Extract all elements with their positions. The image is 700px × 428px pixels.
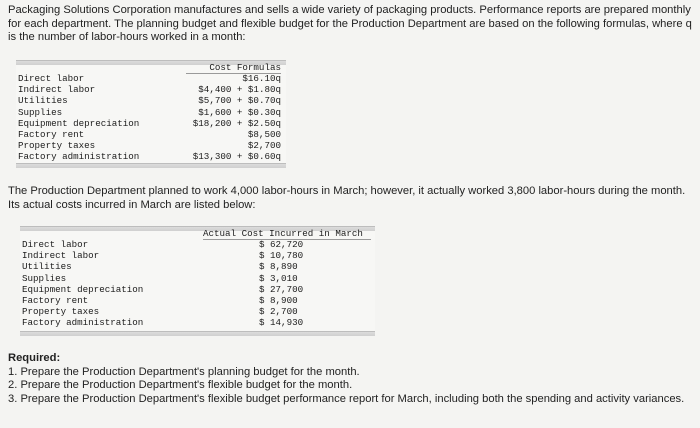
table-row-value: $ 62,720 [259,239,304,250]
table-row-label: Equipment depreciation [18,117,140,129]
table-row-value: $13,300 + $0.60q [192,151,281,163]
table-row-value: $ 8,900 [259,294,298,306]
table-row-value: $ 8,890 [259,261,298,273]
table-row-label: Factory administration [22,317,144,329]
table-row-label: Indirect labor [22,250,100,262]
required-section [8,352,698,406]
table-row-value: $5,700 + $0.70q [198,95,281,107]
table-row-value: $16.10q [242,73,281,84]
table-row-label: Supplies [18,106,63,118]
table-row-value: $ 27,700 [259,283,304,295]
table-row-value: $ 3,010 [259,272,298,284]
cost-formulas-header: Cost Formulas [186,62,281,74]
cost-formulas-labels [18,73,139,163]
table-row-value: $4,400 + $1.80q [198,84,281,96]
table-row-label: Factory rent [22,294,89,306]
actual-costs-header: Actual Cost Incurred in March [203,228,371,240]
required-item: 2. Prepare the Production Department's flexible budget for the month. [8,379,353,391]
table-row-label: Equipment depreciation [22,283,144,295]
actual-costs-values [259,239,339,329]
table-row-label: Indirect labor [18,84,96,96]
table-row-label: Factory rent [18,128,85,140]
table-row-value: $ 14,930 [259,317,304,329]
required-title: Required: [8,352,61,364]
table-row-label: Utilities [18,95,68,107]
table-row-value: $1,600 + $0.30q [198,106,281,118]
table-row-label: Supplies [22,272,67,284]
table-row-value: $2,700 [247,140,281,152]
intro-paragraph: Packaging Solutions Corporation manufactures and sells a wide variety of packaging products. Performance reports are prepared monthly for each department. The planning budget and flexible budget for the Production Department are based on the following formulas, where q is the number of labor-hours worked in a month: [8,4,692,43]
table-row-value: $18,200 + $2.50q [192,117,281,129]
required-item: 1. Prepare the Production Department's planning budget for the month. [8,365,360,378]
table-row-label: Factory administration [18,151,140,163]
table-row-label: Direct labor [22,239,89,250]
table-row-value: $8,500 [247,128,281,140]
table-bottom-rule [20,331,375,336]
table-row-label: Property taxes [22,306,100,318]
actual-costs-labels [22,239,143,329]
table-row-label: Property taxes [18,140,96,152]
production-paragraph: The Production Department planned to work 4,000 labor-hours in March; however, it actually worked 3,800 labor-hours during the month. Its actual costs incurred in March are listed below: [8,185,686,211]
table-row-value: $ 10,780 [259,250,304,262]
required-item: 3. Prepare the Production Department's flexible budget performance report for March, including both the spending and activity variances. [8,392,685,405]
actual-costs-table [20,226,375,336]
table-row-label: Direct labor [18,73,85,84]
cost-formulas-values [166,73,281,163]
table-row-label: Utilities [22,261,72,273]
cost-formulas-table [16,60,286,168]
table-row-value: $ 2,700 [259,306,298,318]
table-bottom-rule [16,163,286,168]
